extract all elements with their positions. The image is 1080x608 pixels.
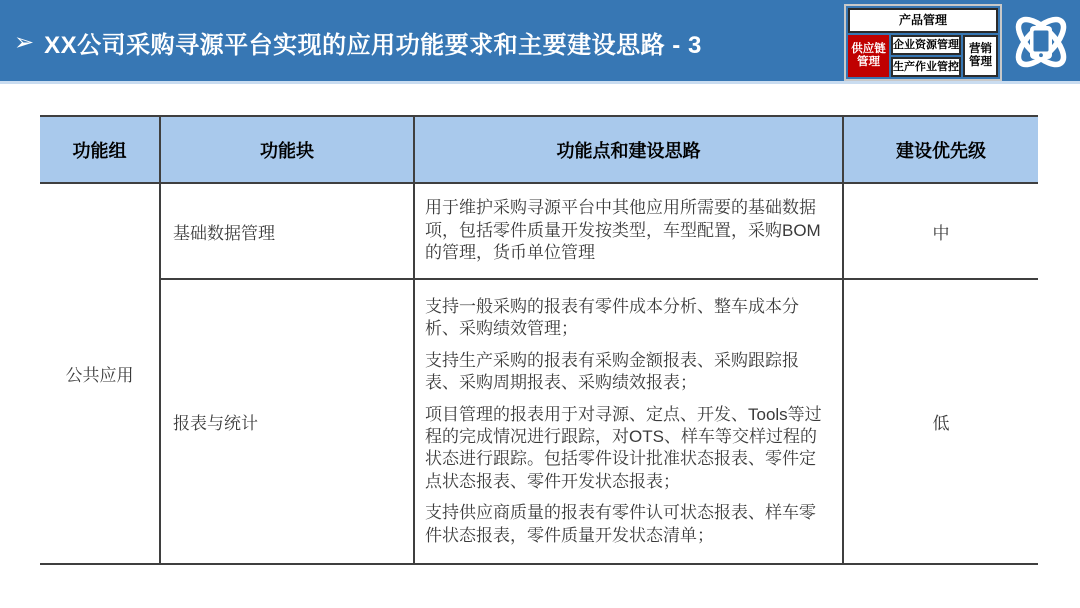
diagram-box-product-mgmt: 产品管理	[848, 8, 998, 33]
point-paragraph: 用于维护采购寻源平台中其他应用所需要的基础数据项，包括零件质量开发按类型，车型配置，采购BOM的管理，货币单位管理	[425, 198, 821, 263]
system-landscape-diagram	[844, 4, 1002, 81]
column-header-priority: 建设优先级	[843, 116, 1038, 183]
diagram-box-production-control: 生产作业管控	[891, 57, 961, 77]
column-header-function-block: 功能块	[160, 116, 414, 183]
column-header-function-points: 功能点和建设思路	[414, 116, 843, 183]
cell-priority: 中	[843, 183, 1038, 279]
header-bar	[0, 0, 1080, 84]
cell-function-points	[414, 279, 843, 564]
arrowhead-bullet-icon: ➢	[14, 29, 35, 56]
cell-function-block: 基础数据管理	[160, 183, 414, 279]
title-wrap	[14, 0, 702, 84]
cell-function-group: 公共应用	[40, 183, 160, 564]
diagram-box-supply-chain-highlighted: 供应链管理	[848, 35, 889, 77]
point-paragraph: 支持生产采购的报表有采购金额报表、采购跟踪报表、采购周期报表、采购绩效报表；	[425, 350, 799, 393]
function-requirements-table	[40, 115, 1038, 565]
point-paragraph: 支持一般采购的报表有零件成本分析、整车成本分析、采购绩效管理；	[425, 296, 799, 339]
point-paragraph: 支持供应商质量的报表有零件认可状态报表、样车零件状态报表，零件质量开发状态清单；	[425, 503, 816, 545]
page-title: XX公司采购寻源平台实现的应用功能要求和主要建设思路 - 3	[44, 31, 702, 59]
column-header-function-group: 功能组	[40, 116, 160, 183]
diagram-box-marketing: 营销管理	[963, 35, 998, 77]
atom-tablet-logo-icon	[1006, 7, 1076, 77]
diagram-bottom-row	[848, 35, 998, 77]
cell-priority: 低	[843, 279, 1038, 564]
cell-function-block: 报表与统计	[160, 279, 414, 564]
table-header-row	[40, 116, 1038, 183]
cell-function-points	[414, 183, 843, 279]
table-row	[40, 183, 1038, 279]
diagram-middle-column	[891, 35, 961, 77]
point-paragraph: 项目管理的报表用于对寻源、定点、开发、Tools等过程的完成情况进行跟踪，对OTS、样车等交样过程的状态进行跟踪。包括零件设计批准状态报表、零件定点状态报表、零件开发状态报表；	[425, 404, 822, 491]
diagram-box-erp: 企业资源管理	[891, 35, 961, 55]
table-row	[40, 279, 1038, 564]
